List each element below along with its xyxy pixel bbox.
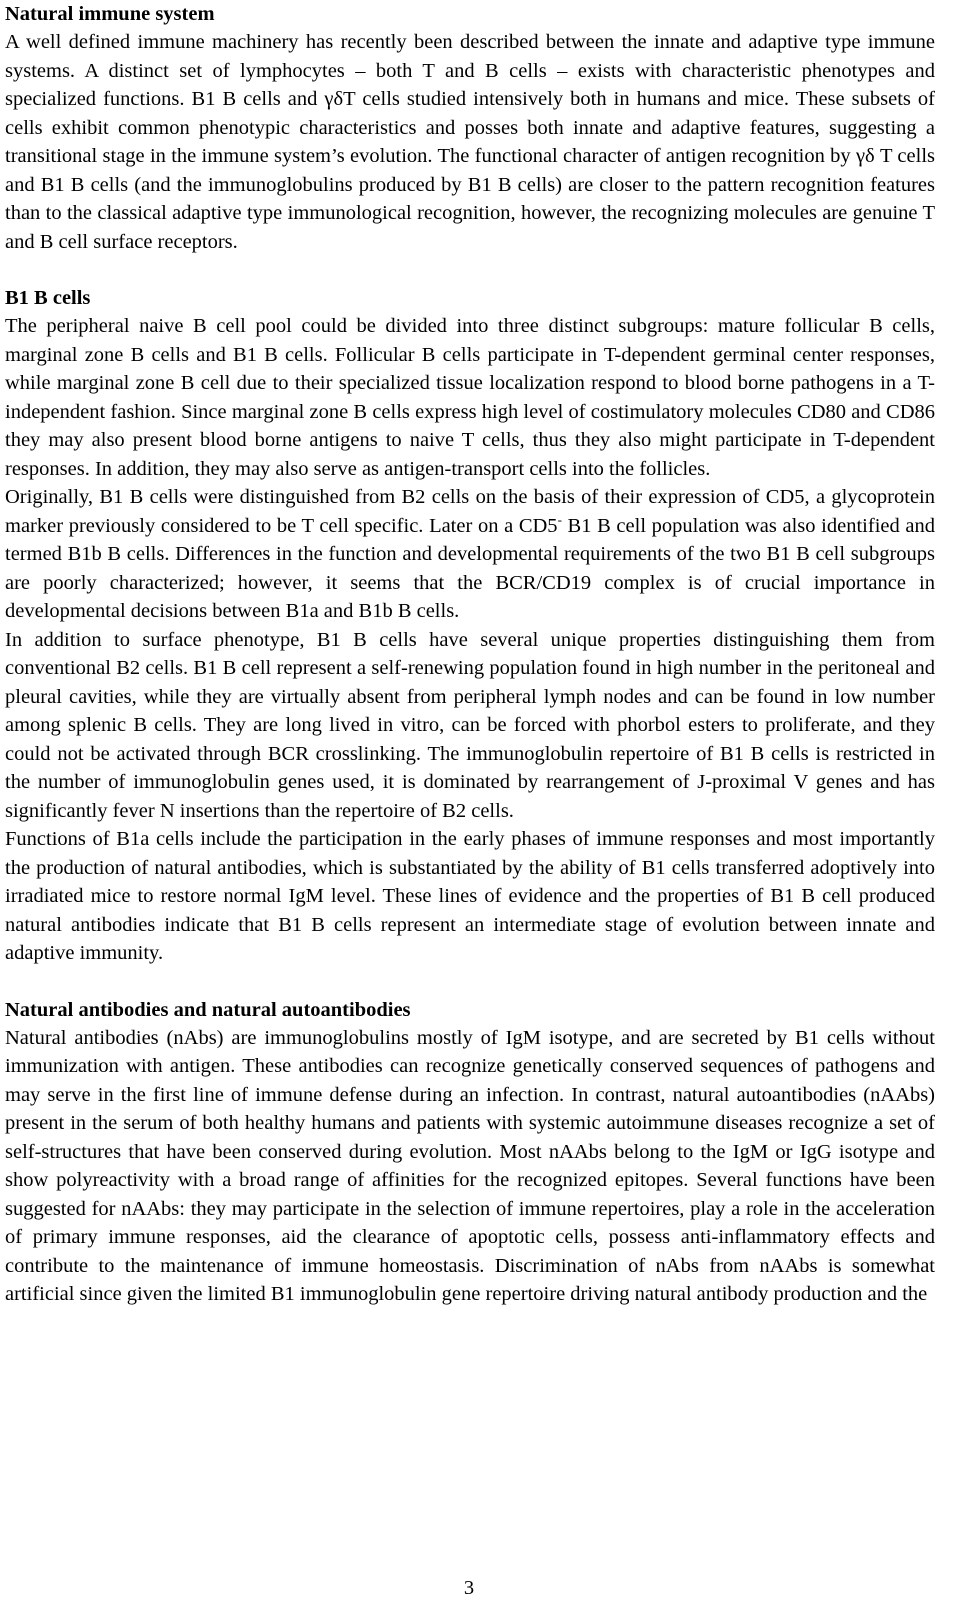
paragraph: A well defined immune machinery has recently been described between the innate and adaptive type immune systems. A distinct set of lymphocytes – both T and B cells – exists with characteristic phenotypes and specialized functions. B1 B cells and γδT cells studied intensively both in humans and mice. These subsets of cells exhibit common phenotypic characteristics and posses both innate and adaptive features, suggesting a transitional stage in the immune system’s evolution. The functional character of antigen recognition by γδ T cells and B1 B cells (and the immunoglobulins produced by B1 B cells) are closer to the pattern recognition features than to the classical adaptive type immunological recognition, however, the recognizing molecules are genuine T and B cell surface receptors. (5, 31, 935, 253)
section-spacer (5, 968, 935, 996)
paragraph: Functions of B1a cells include the participation in the early phases of immune responses and most importantly the production of natural antibodies, which is substantiated by the ability of B1 cells transferred adoptively into irradiated mice to restore normal IgM level. These lines of evidence and the properties of B1 B cell produced natural antibodies indicate that B1 B cells represent an intermediate stage of evolution between innate and adaptive immunity. (5, 828, 935, 964)
paragraph: The peripheral naive B cell pool could be divided into three distinct subgroups: mature follicular B cells, marginal zone B cells and B1 B cells. Follicular B cells participate in T-dependent germinal center responses, while marginal zone B cell due to their specialized tissue localization respond to blood borne pathogens in a T-independent fashion. Since marginal zone B cells express high level of costimulatory molecules CD80 and CD86 they may also present blood borne antigens to naive T cells, thus they also might participate in T-dependent responses. In addition, they may also serve as antigen-transport cells into the follicles. (5, 315, 935, 480)
paragraph: Natural antibodies (nAbs) are immunoglobulins mostly of IgM isotype, and are secreted by B1 cells without immunization with antigen. These antibodies can recognize genetically conserved sequences of pathogens and may serve in the first line of immune defense during an infection. In contrast, natural autoantibodies (nAAbs) present in the serum of both healthy humans and patients with systemic autoimmune diseases recognize a set of self-structures that have been conserved during evolution. Most nAAbs belong to the IgM or IgG isotype and show polyreactivity with a broad range of affinities for the recognized epitopes. Several functions have been suggested for nAAbs: they may participate in the selection of immune repertoires, play a role in the acceleration of primary immune responses, aid the clearance of apoptotic cells, possess anti-inflammatory effects and contribute to the maintenance of immune homeostasis. Discrimination of nAbs from nAAbs is somewhat artificial since given the limited B1 immunoglobulin gene repertoire driving natural antibody production and the (5, 1026, 935, 1305)
section-heading-natural-immune-system: Natural immune system (5, 3, 215, 25)
section-heading-natural-antibodies: Natural antibodies and natural autoantibodies (5, 998, 411, 1021)
page-number: 3 (463, 1577, 475, 1599)
paragraph-text: B1 B cell population was also identified and termed B1b B cells. Differences in the function and developmental requirements of the two B1 B cell subgroups are poorly characterized; however, it seems that the BCR/CD19 complex is of crucial importance in developmental decisions between B1a and B1b B cells. (5, 514, 935, 622)
paragraph-cd5 (5, 483, 935, 626)
paragraph: In addition to surface phenotype, B1 B cells have several unique properties distinguishing them from conventional B2 cells. B1 B cell represent a self-renewing population found in high number in the peritoneal and pleural cavities, while they are virtually absent from peripheral lymph nodes and can be found in low number among splenic B cells. They are long lived in vitro, can be forced with phorbol esters to proliferate, and they could not be activated through BCR crosslinking. The immunoglobulin repertoire of B1 B cells is restricted in the number of immunoglobulin genes used, it is dominated by rearrangement of J-proximal V genes and has significantly fever N insertions than the repertoire of B2 cells. (5, 628, 935, 822)
section-heading-b1-b-cells: B1 B cells (5, 287, 91, 309)
document-page (5, 0, 935, 1309)
paragraph-text: Originally, B1 B cells were distinguished from B2 cells on the basis of their expression of CD5, a glycoprotein marker previously considered to be T cell specific. Later on a CD5 (5, 486, 935, 537)
section-spacer (5, 256, 935, 284)
superscript-minus: - (557, 511, 562, 527)
